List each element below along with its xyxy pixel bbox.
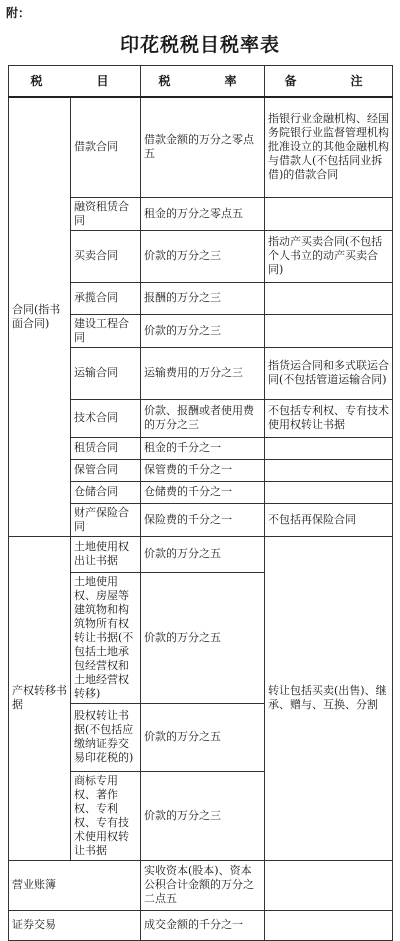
item-cell: 土地使用权、房屋等建筑物和构筑物所有权转让书据(不包括土地承包经营权和土地经营权转移) bbox=[71, 572, 141, 703]
note-cell bbox=[265, 197, 393, 230]
item-cell: 承揽合同 bbox=[71, 282, 141, 314]
rate-cell: 成交金额的千分之一 bbox=[141, 910, 265, 940]
item-cell: 买卖合同 bbox=[71, 230, 141, 282]
table-row bbox=[9, 536, 393, 572]
rate-cell: 仓储费的千分之一 bbox=[141, 481, 265, 503]
note-cell: 指货运合同和多式联运合同(不包括管道运输合同) bbox=[265, 347, 393, 399]
note-cell: 指动产买卖合同(不包括个人书立的动产买卖合同) bbox=[265, 230, 393, 282]
item-cell: 商标专用权、著作权、专利权、专有技术使用权转让书据 bbox=[71, 771, 141, 860]
note-cell bbox=[265, 437, 393, 459]
item-cell: 证券交易 bbox=[9, 910, 141, 940]
rate-cell: 租金的万分之零点五 bbox=[141, 197, 265, 230]
group-contract: 合同(指书面合同) bbox=[9, 97, 71, 536]
note-cell bbox=[265, 910, 393, 940]
header-note: 备 注 bbox=[265, 66, 393, 98]
item-cell: 土地使用权出让书据 bbox=[71, 536, 141, 572]
item-cell: 股权转让书据(不包括应缴纳证券交易印花税的) bbox=[71, 703, 141, 771]
table-row bbox=[9, 910, 393, 940]
page-title: 印花税税目税率表 bbox=[119, 34, 280, 56]
item-cell: 营业账簿 bbox=[9, 860, 141, 910]
rate-cell: 保险费的千分之一 bbox=[141, 503, 265, 536]
table-row bbox=[9, 860, 393, 910]
rate-cell: 报酬的万分之三 bbox=[141, 282, 265, 314]
item-cell: 融资租赁合同 bbox=[71, 197, 141, 230]
note-cell: 转让包括买卖(出售)、继承、赠与、互换、分割 bbox=[265, 536, 393, 860]
item-cell: 租赁合同 bbox=[71, 437, 141, 459]
note-cell bbox=[265, 481, 393, 503]
rate-cell: 借款金额的万分之零点五 bbox=[141, 97, 265, 197]
attachment-label: 附： bbox=[6, 6, 31, 20]
header-rate: 税 率 bbox=[141, 66, 265, 98]
header-item: 税 目 bbox=[9, 66, 141, 98]
rate-cell: 实收资本(股本)、资本公积合计金额的万分之二点五 bbox=[141, 860, 265, 910]
item-cell: 仓储合同 bbox=[71, 481, 141, 503]
rate-cell: 价款的万分之三 bbox=[141, 230, 265, 282]
item-cell: 技术合同 bbox=[71, 399, 141, 437]
note-cell: 指银行业金融机构、经国务院银行业监督管理机构批准设立的其他金融机构与借款人(不包括同业拆借)的借款合同 bbox=[265, 97, 393, 197]
rate-cell: 价款的万分之五 bbox=[141, 703, 265, 771]
note-cell: 不包括专利权、专有技术使用权转让书据 bbox=[265, 399, 393, 437]
item-cell: 财产保险合同 bbox=[71, 503, 141, 536]
table-row bbox=[9, 97, 393, 197]
table-header-row bbox=[9, 66, 393, 98]
rate-cell: 价款的万分之三 bbox=[141, 314, 265, 347]
item-cell: 借款合同 bbox=[71, 97, 141, 197]
rate-cell: 价款的万分之五 bbox=[141, 536, 265, 572]
note-cell bbox=[265, 314, 393, 347]
item-cell: 保管合同 bbox=[71, 459, 141, 481]
rate-cell: 租金的千分之一 bbox=[141, 437, 265, 459]
item-cell: 运输合同 bbox=[71, 347, 141, 399]
rate-cell: 运输费用的万分之三 bbox=[141, 347, 265, 399]
rate-cell: 保管费的千分之一 bbox=[141, 459, 265, 481]
rate-cell: 价款的万分之三 bbox=[141, 771, 265, 860]
note-cell bbox=[265, 282, 393, 314]
tax-rate-table bbox=[8, 65, 393, 941]
note-cell bbox=[265, 459, 393, 481]
rate-cell: 价款、报酬或者使用费的万分之三 bbox=[141, 399, 265, 437]
note-cell bbox=[265, 860, 393, 910]
group-property: 产权转移书据 bbox=[9, 536, 71, 860]
rate-cell: 价款的万分之五 bbox=[141, 572, 265, 703]
note-cell: 不包括再保险合同 bbox=[265, 503, 393, 536]
item-cell: 建设工程合同 bbox=[71, 314, 141, 347]
